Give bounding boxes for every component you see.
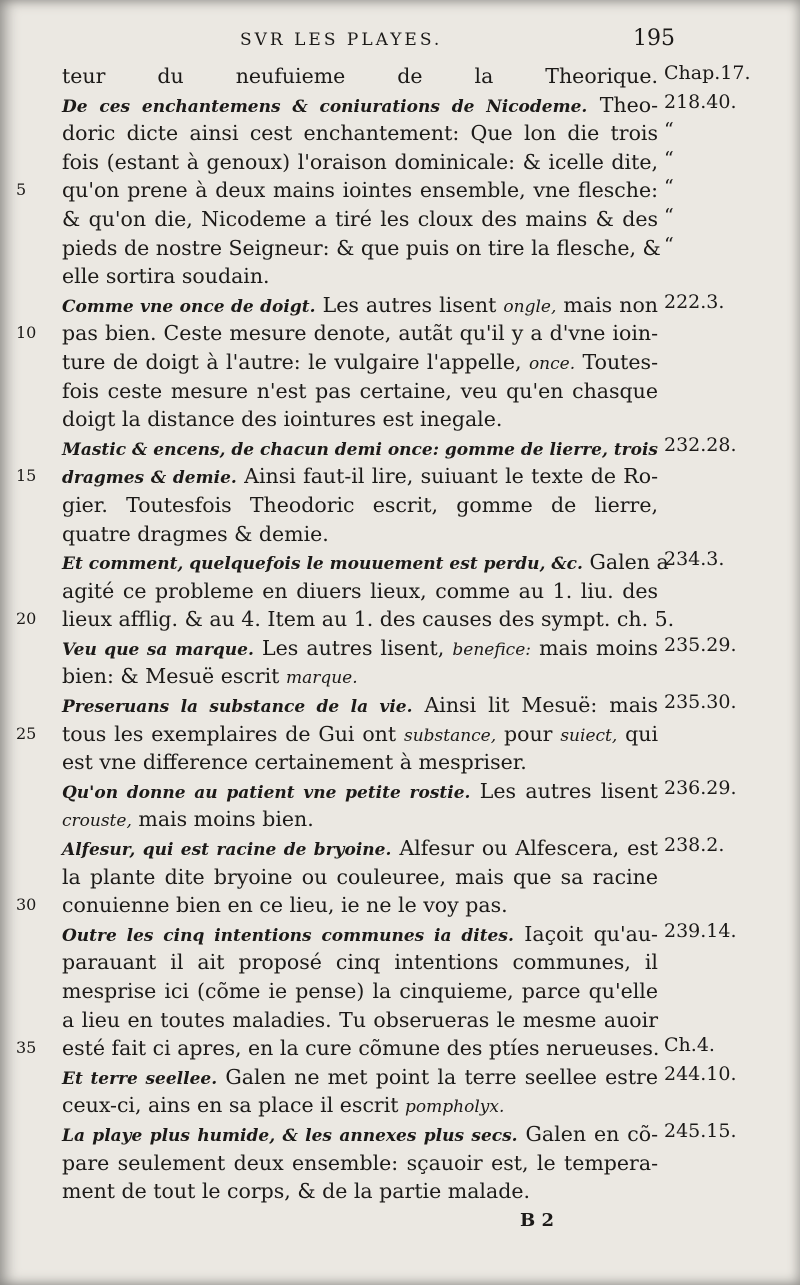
margin-reference: 234.3. (664, 548, 725, 571)
roman-text: qu'on prene à deux mains iointes ensemble, vne flesche: (62, 178, 658, 203)
line-number: 25 (16, 723, 37, 743)
roman-text: bien: & Mesuë escrit (62, 664, 286, 689)
line-number: 15 (16, 466, 37, 486)
roman-text: est vne difference certainement à mespriser. (62, 750, 527, 775)
roman-text: fois ceste mesure n'est pas certaine, veu qu'en chasque (62, 378, 658, 403)
margin-reference: 235.29. (664, 634, 737, 656)
roman-text: elle sortira soudain. (62, 264, 270, 289)
italic-text: Comme vne once de doigt. (62, 296, 316, 317)
running-head: SVR LES PLAYES. (240, 30, 443, 50)
text-line (62, 1120, 658, 1149)
margin-reference: 238.2. (664, 834, 725, 857)
margin-reference: 245.15. (664, 1120, 737, 1143)
italic-text: marque. (285, 668, 358, 689)
text-line (62, 662, 658, 691)
roman-text: mais non (556, 292, 658, 317)
text-line (62, 176, 658, 205)
text-line (62, 805, 658, 834)
margin-reference: 239.14. (664, 920, 737, 942)
text-line (62, 377, 658, 406)
text-line (62, 434, 658, 463)
roman-text: mais moins (531, 635, 658, 660)
italic-text: Veu que sa marque. (62, 639, 254, 660)
italic-text: once. (528, 353, 576, 374)
text-line (62, 62, 658, 91)
signature-mark: B 2 (520, 1210, 555, 1231)
roman-text: ture de doigt à l'autre: le vulgaire l'appelle, (62, 349, 529, 374)
text-line (62, 1063, 658, 1092)
roman-text: gier. Toutesfois Theodoric escrit, gomme de lierre, (62, 492, 658, 517)
text-line (62, 262, 658, 291)
roman-text: doric dicte ainsi cest enchantement: Que lon die trois (62, 121, 658, 146)
roman-text: Alfesur ou Alfescera, est (391, 836, 659, 861)
roman-text: parauant il ait proposé cinq intentions communes, il (62, 950, 658, 975)
italic-text: crouste, (62, 811, 132, 832)
roman-text: pare seulement deux ensemble: sçauoir est, le tempera- (62, 1150, 658, 1175)
roman-text: teur du neufuieme de la Theorique. (62, 64, 658, 88)
text-line (62, 462, 658, 491)
margin-reference: 236.29. (664, 777, 737, 799)
text-line (62, 577, 658, 606)
line-number: 5 (16, 180, 27, 200)
margin-reference: “ (664, 119, 674, 142)
roman-text: agité ce probleme en diuers lieux, comme au 1. liu. des (62, 578, 658, 603)
italic-text: Outre les cinq intentions communes ia dites. (62, 925, 514, 946)
roman-text: Ainsi faut-il lire, suiuant le texte de Ro- (236, 464, 659, 489)
roman-text: doigt la distance des iointures est inegale. (62, 407, 503, 432)
text-line (62, 91, 658, 120)
text-line (62, 548, 669, 577)
text-line (62, 777, 658, 806)
text-line (62, 605, 675, 634)
italic-text: De ces enchantemens & coniurations de Nicodeme. (62, 96, 588, 117)
italic-text: Qu'on donne au patient vne petite rostie. (62, 782, 471, 803)
body-text (62, 62, 675, 1206)
text-line (62, 491, 658, 520)
roman-text: ment de tout le corps, & de la partie malade. (62, 1179, 530, 1204)
italic-text: suiect, (560, 725, 618, 746)
roman-text: la plante dite bryoine ou couleuree, mais que sa racine (62, 864, 658, 889)
roman-text: a lieu en toutes maladies. Tu obserueras le mesme auoir (62, 1007, 658, 1032)
roman-text: & qu'on die, Nicodeme a tiré les cloux des mains & des (62, 206, 658, 231)
margin-reference: 232.28. (664, 433, 737, 456)
text-line (62, 1149, 658, 1178)
roman-text: Galen a (582, 550, 669, 575)
text-line (62, 863, 658, 892)
text-line (62, 1177, 658, 1206)
text-line (62, 234, 661, 263)
roman-text: fois (estant à genoux) l'oraison dominicale: & icelle dite, (62, 149, 658, 174)
margin-reference: 222.3. (664, 290, 725, 313)
roman-text: pas bien. Ceste mesure denote, autãt qu'il y a d'vne ioin- (62, 321, 658, 346)
roman-text: Les autres lisent, (253, 635, 453, 660)
margin-reference: “ (664, 233, 674, 256)
margin-reference: 235.30. (664, 691, 737, 714)
roman-text: qui (617, 721, 658, 746)
italic-text: Alfesur, qui est racine de bryoine. (62, 840, 392, 861)
margin-reference: 218.40. (664, 90, 737, 113)
text-line (62, 720, 658, 749)
text-line (62, 520, 658, 549)
italic-text: substance, (403, 725, 497, 746)
italic-text: ongle, (503, 296, 557, 317)
text-line (62, 148, 658, 177)
line-number: 35 (16, 1038, 37, 1058)
italic-text: pompholyx. (405, 1097, 505, 1118)
italic-text: Et terre seellee. (62, 1068, 218, 1089)
text-line (62, 205, 658, 234)
text-line (62, 948, 658, 977)
text-line (62, 1006, 658, 1035)
text-line (62, 405, 658, 434)
roman-text: esté fait ci apres, en la cure cõmune des ptíes nerueuses. (62, 1036, 660, 1061)
margin-reference: 244.10. (664, 1063, 737, 1085)
text-line (62, 977, 658, 1006)
italic-text: benefice: (452, 639, 531, 660)
roman-text: Galen en cõ- (517, 1121, 659, 1146)
roman-text: pieds de nostre Seigneur: & que puis on tire la flesche, & (62, 235, 661, 260)
text-line (62, 748, 658, 777)
text-line (62, 119, 658, 148)
roman-text: ceux-ci, ains en sa place il escrit (62, 1093, 406, 1118)
italic-text: La playe plus humide, & les annexes plus secs. (62, 1125, 518, 1146)
roman-text: lieux afflig. & au 4. Item au 1. des causes des sympt. ch. 5. (62, 607, 675, 632)
italic-text: Preseruans la substance de la vie. (62, 697, 413, 718)
text-line (62, 634, 658, 663)
roman-text: Theo- (587, 92, 658, 117)
margin-reference: “ (664, 205, 674, 227)
text-line (62, 319, 658, 348)
roman-text: Les autres lisent (470, 778, 659, 803)
text-line (62, 291, 658, 320)
line-number: 30 (16, 895, 37, 915)
text-line (62, 1091, 658, 1120)
line-number: 10 (16, 323, 37, 343)
margin-reference: Chap.17. (664, 62, 751, 84)
roman-text: conuienne bien en ce lieu, ie ne le voy pas. (62, 893, 508, 918)
roman-text: Ainsi lit Mesuë: mais (412, 693, 658, 718)
text-line (62, 691, 658, 720)
margin-reference: “ (664, 176, 674, 199)
roman-text: Galen ne met point la terre seellee estre (217, 1064, 658, 1089)
italic-text: dragmes & demie. (62, 468, 237, 489)
roman-text: Toutes- (575, 349, 659, 374)
margin-reference: Ch.4. (664, 1034, 715, 1057)
margin-reference: “ (664, 147, 674, 170)
text-line (62, 834, 658, 863)
roman-text: mais moins bien. (131, 807, 314, 832)
roman-text: quatre dragmes & demie. (62, 521, 329, 546)
italic-text: Mastic & encens, de chacun demi once: gomme de lierre, trois (62, 439, 658, 460)
roman-text: pour (496, 721, 561, 746)
text-line (62, 1034, 658, 1063)
roman-text: tous les exemplaires de Gui ont (62, 721, 404, 746)
roman-text: Les autres lisent (315, 292, 504, 317)
roman-text: mesprise ici (cõme ie pense) la cinquieme, parce qu'elle (62, 979, 658, 1003)
page-number: 195 (633, 26, 675, 51)
italic-text: Et comment, quelquefois le mouuement est perdu, &c. (62, 554, 583, 575)
text-line (62, 891, 658, 920)
text-line (62, 348, 658, 377)
line-number: 20 (16, 609, 37, 629)
roman-text: Iaçoit qu'au- (513, 921, 658, 946)
text-line (62, 920, 658, 949)
